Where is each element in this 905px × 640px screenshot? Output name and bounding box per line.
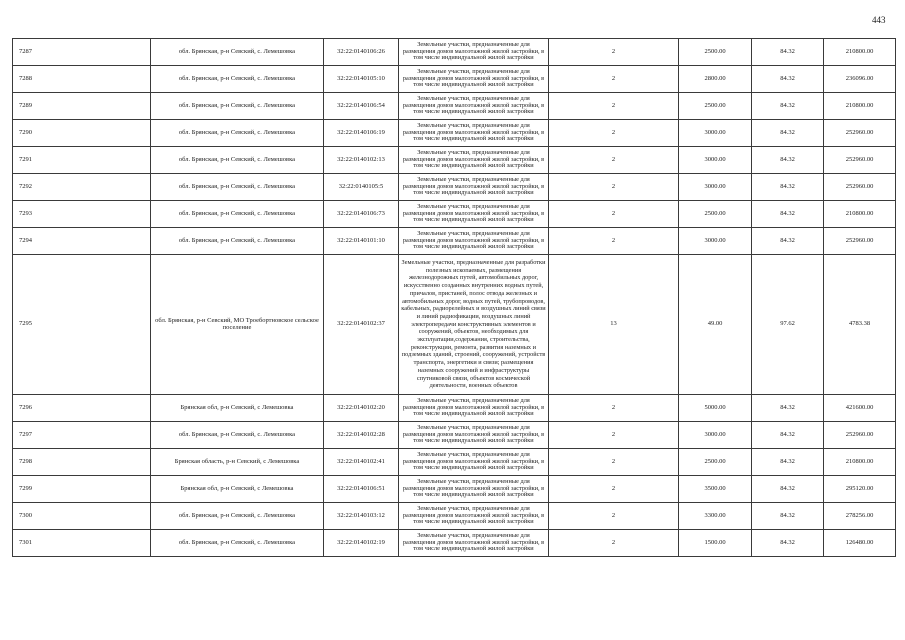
address-cell: обл. Брянская, р-н Севский, с. Лемешовка — [151, 503, 324, 530]
land-use-cell: Земельные участки, предназначенные для размещения домов малоэтажной жилой застройки, в том числе индивидуальной жилой застройки — [399, 476, 549, 503]
cadastral-number-cell: 32:22:0140106:73 — [324, 201, 399, 228]
group-cell: 2 — [549, 147, 679, 174]
land-use-cell: Земельные участки, предназначенные для размещения домов малоэтажной жилой застройки, в том числе индивидуальной жилой застройки — [399, 120, 549, 147]
cadastral-number-cell: 32:22:0140105:5 — [324, 174, 399, 201]
page-number: 443 — [872, 15, 886, 25]
area-cell: 3000.00 — [679, 120, 752, 147]
cadastral-number-cell: 32:22:0140102:41 — [324, 449, 399, 476]
cadastral-number-cell: 32:22:0140102:37 — [324, 255, 399, 395]
table-row — [13, 530, 896, 557]
area-cell: 2800.00 — [679, 66, 752, 93]
row-number: 7296 — [13, 395, 151, 422]
table-row — [13, 66, 896, 93]
rate-cell: 84.32 — [752, 201, 824, 228]
cadastral-value-cell: 252960.00 — [824, 228, 896, 255]
row-number: 7295 — [13, 255, 151, 395]
address-cell: Брянская обл, р-н Севский, с Лемешовка — [151, 476, 324, 503]
cadastral-value-cell: 295120.00 — [824, 476, 896, 503]
table-row — [13, 255, 896, 395]
table-row — [13, 422, 896, 449]
group-cell: 2 — [549, 174, 679, 201]
cadastral-value-table — [12, 38, 896, 557]
row-number: 7288 — [13, 66, 151, 93]
cadastral-number-cell: 32:22:0140105:10 — [324, 66, 399, 93]
table-row — [13, 93, 896, 120]
group-cell: 13 — [549, 255, 679, 395]
group-cell: 2 — [549, 228, 679, 255]
area-cell: 2500.00 — [679, 449, 752, 476]
table-row — [13, 120, 896, 147]
address-cell: обл. Брянская, р-н Севский, с. Лемешовка — [151, 201, 324, 228]
row-number: 7293 — [13, 201, 151, 228]
row-number: 7298 — [13, 449, 151, 476]
land-use-cell: Земельные участки, предназначенные для размещения домов малоэтажной жилой застройки, в том числе индивидуальной жилой застройки — [399, 503, 549, 530]
address-cell: обл. Брянская, р-н Севский, с. Лемешовка — [151, 147, 324, 174]
cadastral-number-cell: 32:22:0140106:19 — [324, 120, 399, 147]
address-cell: обл. Брянская, р-н Севский, с. Лемешовка — [151, 174, 324, 201]
rate-cell: 84.32 — [752, 174, 824, 201]
cadastral-number-cell: 32:22:0140103:12 — [324, 503, 399, 530]
rate-cell: 84.32 — [752, 66, 824, 93]
area-cell: 3000.00 — [679, 147, 752, 174]
group-cell: 2 — [549, 120, 679, 147]
cadastral-value-cell: 210800.00 — [824, 93, 896, 120]
group-cell: 2 — [549, 530, 679, 557]
table-body — [13, 39, 896, 557]
cadastral-value-cell: 236096.00 — [824, 66, 896, 93]
cadastral-number-cell: 32:22:0140102:13 — [324, 147, 399, 174]
table-row — [13, 39, 896, 66]
cadastral-number-cell: 32:22:0140102:28 — [324, 422, 399, 449]
rate-cell: 84.32 — [752, 228, 824, 255]
table-row — [13, 476, 896, 503]
cadastral-value-cell: 252960.00 — [824, 120, 896, 147]
rate-cell: 84.32 — [752, 449, 824, 476]
area-cell: 2500.00 — [679, 201, 752, 228]
cadastral-number-cell: 32:22:0140102:19 — [324, 530, 399, 557]
address-cell: обл. Брянская, р-н Севский, с. Лемешовка — [151, 39, 324, 66]
area-cell: 3000.00 — [679, 228, 752, 255]
address-cell: обл. Брянская, р-н Севский, с. Лемешовка — [151, 422, 324, 449]
land-use-cell: Земельные участки, предназначенные для размещения домов малоэтажной жилой застройки, в том числе индивидуальной жилой застройки — [399, 174, 549, 201]
rate-cell: 84.32 — [752, 39, 824, 66]
area-cell: 49.00 — [679, 255, 752, 395]
land-use-cell: Земельные участки, предназначенные для размещения домов малоэтажной жилой застройки, в том числе индивидуальной жилой застройки — [399, 66, 549, 93]
table-row — [13, 228, 896, 255]
land-use-cell: Земельные участки, предназначенные для размещения домов малоэтажной жилой застройки, в том числе индивидуальной жилой застройки — [399, 449, 549, 476]
group-cell: 2 — [549, 395, 679, 422]
rate-cell: 84.32 — [752, 422, 824, 449]
rate-cell: 84.32 — [752, 530, 824, 557]
row-number: 7290 — [13, 120, 151, 147]
cadastral-value-cell: 4783.38 — [824, 255, 896, 395]
group-cell: 2 — [549, 39, 679, 66]
cadastral-value-cell: 252960.00 — [824, 147, 896, 174]
address-cell: обл. Брянская, р-н Севский, с. Лемешовка — [151, 66, 324, 93]
row-number: 7294 — [13, 228, 151, 255]
rate-cell: 84.32 — [752, 147, 824, 174]
row-number: 7300 — [13, 503, 151, 530]
rate-cell: 84.32 — [752, 120, 824, 147]
cadastral-number-cell: 32:22:0140106:54 — [324, 93, 399, 120]
cadastral-value-cell: 210800.00 — [824, 39, 896, 66]
cadastral-value-cell: 210800.00 — [824, 201, 896, 228]
area-cell: 1500.00 — [679, 530, 752, 557]
table-row — [13, 201, 896, 228]
cadastral-value-cell: 126480.00 — [824, 530, 896, 557]
rate-cell: 84.32 — [752, 476, 824, 503]
cadastral-value-cell: 278256.00 — [824, 503, 896, 530]
cadastral-value-cell: 210800.00 — [824, 449, 896, 476]
rate-cell: 84.32 — [752, 93, 824, 120]
group-cell: 2 — [549, 201, 679, 228]
table-row — [13, 449, 896, 476]
area-cell: 3000.00 — [679, 174, 752, 201]
address-cell: Брянская область, р-н Севский, с Лемешовка — [151, 449, 324, 476]
land-use-cell: Земельные участки, предназначенные для размещения домов малоэтажной жилой застройки, в том числе индивидуальной жилой застройки — [399, 201, 549, 228]
address-cell: Брянская обл, р-н Севский, с Лемешовка — [151, 395, 324, 422]
table-row — [13, 395, 896, 422]
cadastral-number-cell: 32:22:0140101:10 — [324, 228, 399, 255]
rate-cell: 84.32 — [752, 395, 824, 422]
cadastral-value-cell: 421600.00 — [824, 395, 896, 422]
cadastral-number-cell: 32:22:0140106:26 — [324, 39, 399, 66]
row-number: 7292 — [13, 174, 151, 201]
land-use-cell: Земельные участки, предназначенные для размещения домов малоэтажной жилой застройки, в том числе индивидуальной жилой застройки — [399, 39, 549, 66]
area-cell: 2500.00 — [679, 39, 752, 66]
table-row — [13, 503, 896, 530]
rate-cell: 97.62 — [752, 255, 824, 395]
group-cell: 2 — [549, 422, 679, 449]
table-row — [13, 147, 896, 174]
address-cell: обл. Брянская, р-н Севский, с. Лемешовка — [151, 120, 324, 147]
cadastral-number-cell: 32:22:0140102:20 — [324, 395, 399, 422]
area-cell: 3000.00 — [679, 422, 752, 449]
address-cell: обл. Брянская, р-н Севский, с. Лемешовка — [151, 93, 324, 120]
land-use-cell: Земельные участки, предназначенные для размещения домов малоэтажной жилой застройки, в том числе индивидуальной жилой застройки — [399, 422, 549, 449]
group-cell: 2 — [549, 66, 679, 93]
land-use-cell: Земельные участки, предназначенные для размещения домов малоэтажной жилой застройки, в том числе индивидуальной жилой застройки — [399, 93, 549, 120]
row-number: 7291 — [13, 147, 151, 174]
cadastral-value-cell: 252960.00 — [824, 422, 896, 449]
group-cell: 2 — [549, 476, 679, 503]
row-number: 7299 — [13, 476, 151, 503]
address-cell: обл. Брянская, р-н Севский, с. Лемешовка — [151, 530, 324, 557]
land-use-cell: Земельные участки, предназначенные для размещения домов малоэтажной жилой застройки, в том числе индивидуальной жилой застройки — [399, 228, 549, 255]
address-cell: обл. Брянская, р-н Севский, с. Лемешовка — [151, 228, 324, 255]
land-use-cell: Земельные участки, предназначенные для размещения домов малоэтажной жилой застройки, в том числе индивидуальной жилой застройки — [399, 530, 549, 557]
address-cell: обл. Брянская, р-н Севский, МО Троебортновское сельское поселение — [151, 255, 324, 395]
area-cell: 5000.00 — [679, 395, 752, 422]
area-cell: 2500.00 — [679, 93, 752, 120]
row-number: 7297 — [13, 422, 151, 449]
group-cell: 2 — [549, 503, 679, 530]
land-use-cell: Земельные участки, предназначенные для разработки полезных ископаемых, размещения железнодорожных путей, автомобильных дорог, искусственно созданных внутренних водных путей, причалов, пристаней, полос отвода железных и автомобильных дорог, водных путей, трубопроводов, кабельных, радиорелейных и воздушных линий связи и линий радиофикации, воздушных линий электропередачи конструктивных элементов и сооружений, объектов, необходимых для эксплуатации,содержания, строительства, реконструкции, ремонта, развития наземных и подземных зданий, строений, сооружений, устройств транспорта, энергетики и связи; размещения наземных сооружений и инфраструктуры спутниковой связи, объектов космической деятельности, военных объектов — [399, 255, 549, 395]
group-cell: 2 — [549, 93, 679, 120]
rate-cell: 84.32 — [752, 503, 824, 530]
table-row — [13, 174, 896, 201]
row-number: 7289 — [13, 93, 151, 120]
cadastral-value-cell: 252960.00 — [824, 174, 896, 201]
area-cell: 3500.00 — [679, 476, 752, 503]
area-cell: 3300.00 — [679, 503, 752, 530]
land-use-cell: Земельные участки, предназначенные для размещения домов малоэтажной жилой застройки, в том числе индивидуальной жилой застройки — [399, 395, 549, 422]
cadastral-number-cell: 32:22:0140106:51 — [324, 476, 399, 503]
row-number: 7287 — [13, 39, 151, 66]
land-use-cell: Земельные участки, предназначенные для размещения домов малоэтажной жилой застройки, в том числе индивидуальной жилой застройки — [399, 147, 549, 174]
group-cell: 2 — [549, 449, 679, 476]
row-number: 7301 — [13, 530, 151, 557]
